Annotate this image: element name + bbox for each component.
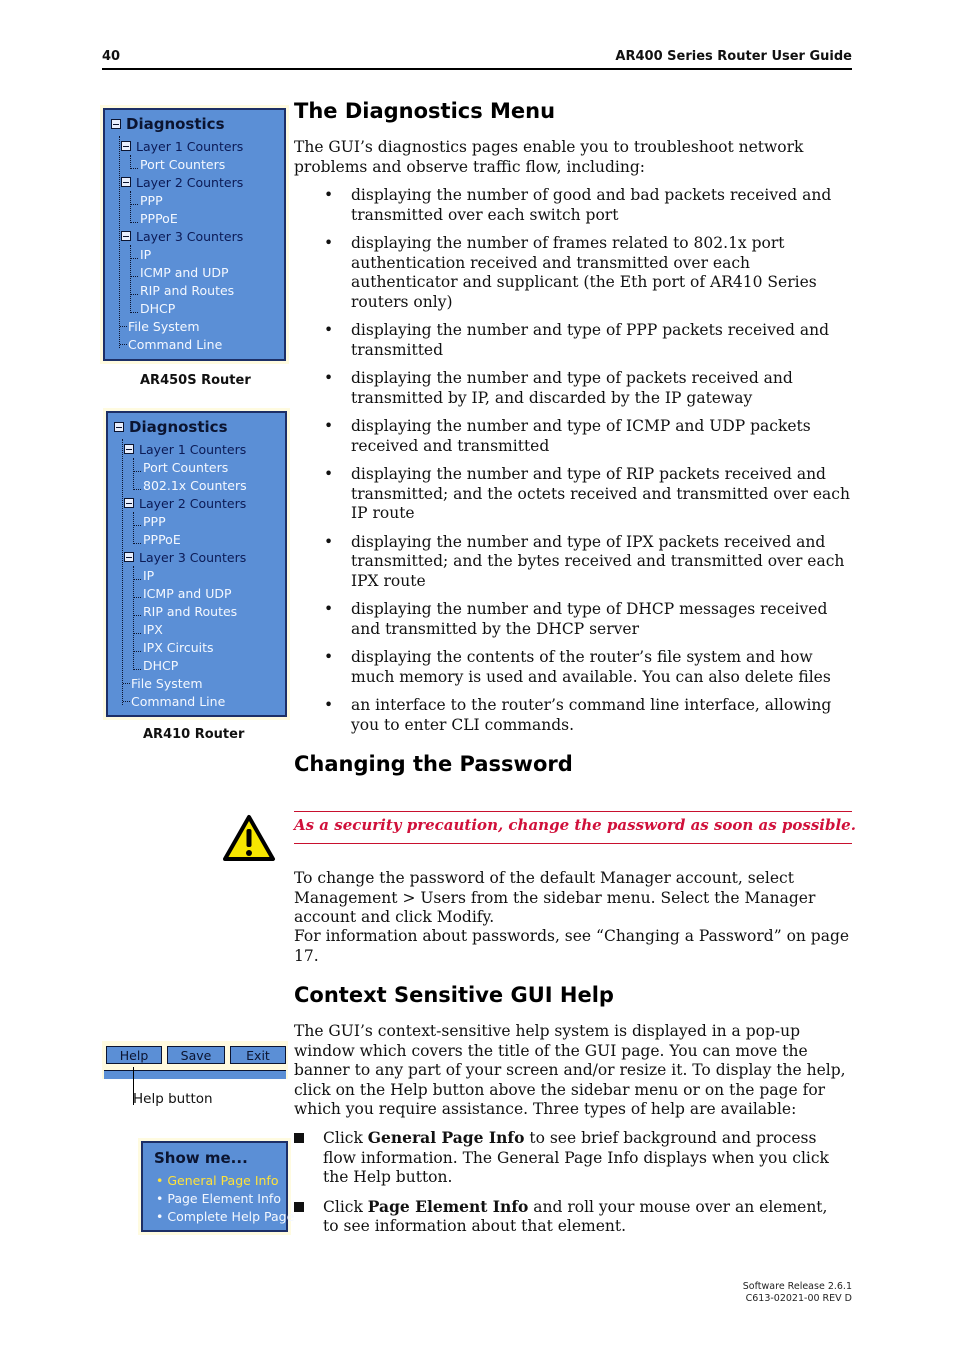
tree-item-ppp[interactable]: PPP [140,193,163,208]
ar450s-caption: AR450S Router [140,373,251,388]
list-item: • displaying the number and type of DHCP messages received and transmitted by the DHCP server [324,600,828,638]
list-item: • an interface to the router’s command line interface, allowing you to enter CLI commands. [324,696,832,734]
tree-item-icmp-udp[interactable]: ICMP and UDP [140,265,229,280]
ar410-caption: AR410 Router [143,727,245,742]
collapse-icon[interactable] [121,177,131,187]
tree-item-layer3-counters[interactable]: Layer 3 Counters [124,550,246,565]
warning-rule-top [294,811,852,812]
page-element-info-link[interactable]: • Page Element Info [156,1191,281,1206]
tree-item-ipx[interactable]: IPX [143,622,163,637]
collapse-icon[interactable] [124,498,134,508]
list-item: • displaying the number and type of PPP packets received and transmitted [324,321,830,359]
square-bullet-icon [294,1133,304,1143]
list-item: • displaying the number and type of IPX packets received and transmitted; and the bytes received and transmitted over each IPX route [324,532,845,590]
tree-item-command-line[interactable]: Command Line [131,694,226,709]
tree-item-rip-routes[interactable]: RIP and Routes [140,283,235,298]
tree-item-ip[interactable]: IP [140,247,152,262]
help-button-caption: Help button [133,1091,213,1107]
tree-item-file-system[interactable]: File System [131,676,203,691]
tree-item-layer2-counters[interactable]: Layer 2 Counters [121,175,243,190]
tree-item-pppoe[interactable]: PPPoE [143,532,181,547]
show-me-frame [138,1138,295,1235]
tree-item-rip-routes[interactable]: RIP and Routes [143,604,238,619]
show-me-panel [141,1141,295,1232]
tree-item-8021x-counters[interactable]: 802.1x Counters [143,478,247,493]
tree-item-layer1-counters[interactable]: Layer 1 Counters [121,139,243,154]
help-button[interactable]: Help [106,1046,162,1064]
tree-item-layer3-counters[interactable]: Layer 3 Counters [121,229,243,244]
ar410-diagnostics-menu [106,411,287,717]
tree-item-command-line[interactable]: Command Line [128,337,223,352]
diagnostics-intro: The GUI’s diagnostics pages enable you to troubleshoot network problems and observe traffic flow, including: [294,138,804,176]
collapse-icon[interactable] [124,444,134,454]
tree-item-icmp-udp[interactable]: ICMP and UDP [143,586,232,601]
save-button[interactable]: Save [167,1046,225,1064]
collapse-icon[interactable] [121,141,131,151]
tree-item-port-counters[interactable]: Port Counters [143,460,229,475]
collapse-icon[interactable] [121,231,131,241]
list-item: Click Page Element Info and roll your mouse over an element, to see information about that element. [294,1197,829,1237]
list-item: • displaying the number of frames related to 802.1x port authentication received and transmitted over each authenticator and supplicant (the Eth port of AR410 Series routers only) [324,234,817,311]
software-release: Software Release 2.6.1 [742,1281,852,1292]
sidebar-strip [104,1070,286,1079]
show-me-title: Show me... [154,1149,248,1167]
tree-item-diagnostics[interactable]: Diagnostics [111,115,225,133]
complete-help-page-link[interactable]: • Complete Help Page [156,1209,295,1224]
password-reference: For information about passwords, see “Changing a Password” on page 17. [294,927,850,965]
tree-item-file-system[interactable]: File System [128,319,200,334]
help-type-list [294,1128,829,1246]
tree-item-ip[interactable]: IP [143,568,155,583]
collapse-icon[interactable] [111,119,121,129]
help-intro: The GUI’s context-sensitive help system is displayed in a pop-up window which covers the title of the GUI page. You can move the banner to any part of your screen and/or resize it. To display the help, click on the Help button above the sidebar menu or on the page for which you require assistance. Three types of help are available: [294,1022,846,1118]
ar450s-diagnostics-menu [103,108,286,361]
tree-item-dhcp[interactable]: DHCP [140,301,176,316]
ar450s-menu-frame [100,105,289,364]
diagnostics-bullet-list [294,186,858,744]
page-footer [743,1281,852,1304]
tree-item-layer1-counters[interactable]: Layer 1 Counters [124,442,246,457]
tree-item-ipx-circuits[interactable]: IPX Circuits [143,640,214,655]
password-instructions: To change the password of the default Manager account, select Management > Users from the sidebar menu. Select the Manager account and click Modify. [294,869,816,926]
warning-rule-bottom [294,843,852,844]
diagnostics-heading: The Diagnostics Menu [294,99,556,123]
list-item: • displaying the contents of the router’s file system and how much memory is used and available. You can also delete files [324,648,831,686]
list-item: Click General Page Info to see brief background and process flow information. The General Page Info displays when you click the Help button. [294,1128,829,1188]
list-item: • displaying the number and type of packets received and transmitted by IP, and discarded by the IP gateway [324,369,793,407]
ar410-menu-frame [103,408,290,720]
tree-item-layer2-counters[interactable]: Layer 2 Counters [124,496,246,511]
exit-button[interactable]: Exit [230,1046,286,1064]
tree-item-port-counters[interactable]: Port Counters [140,157,226,172]
warning-icon [222,814,276,862]
guide-title: AR400 Series Router User Guide [615,49,852,64]
collapse-icon[interactable] [114,422,124,432]
page-number: 40 [102,49,121,64]
tree-item-ppp[interactable]: PPP [143,514,166,529]
tree-item-diagnostics[interactable]: Diagnostics [114,418,228,436]
document-code: C613-02021-00 REV D [745,1292,852,1304]
tree-item-dhcp[interactable]: DHCP [143,658,179,673]
list-item: • displaying the number and type of RIP packets received and transmitted; and the octets received and transmitted over each IP route [324,465,850,522]
general-page-info-link[interactable]: • General Page Info [156,1173,279,1188]
list-item: • displaying the number of good and bad packets received and transmitted over each switch port [324,186,832,224]
collapse-icon[interactable] [124,552,134,562]
header-rule [102,68,852,70]
help-heading: Context Sensitive GUI Help [294,983,614,1007]
warning-text: As a security precaution, change the password as soon as possible. [294,816,856,834]
password-heading: Changing the Password [294,752,573,776]
tree-item-pppoe[interactable]: PPPoE [140,211,178,226]
list-item: • displaying the number and type of ICMP and UDP packets received and transmitted [324,417,811,455]
square-bullet-icon [294,1202,304,1212]
